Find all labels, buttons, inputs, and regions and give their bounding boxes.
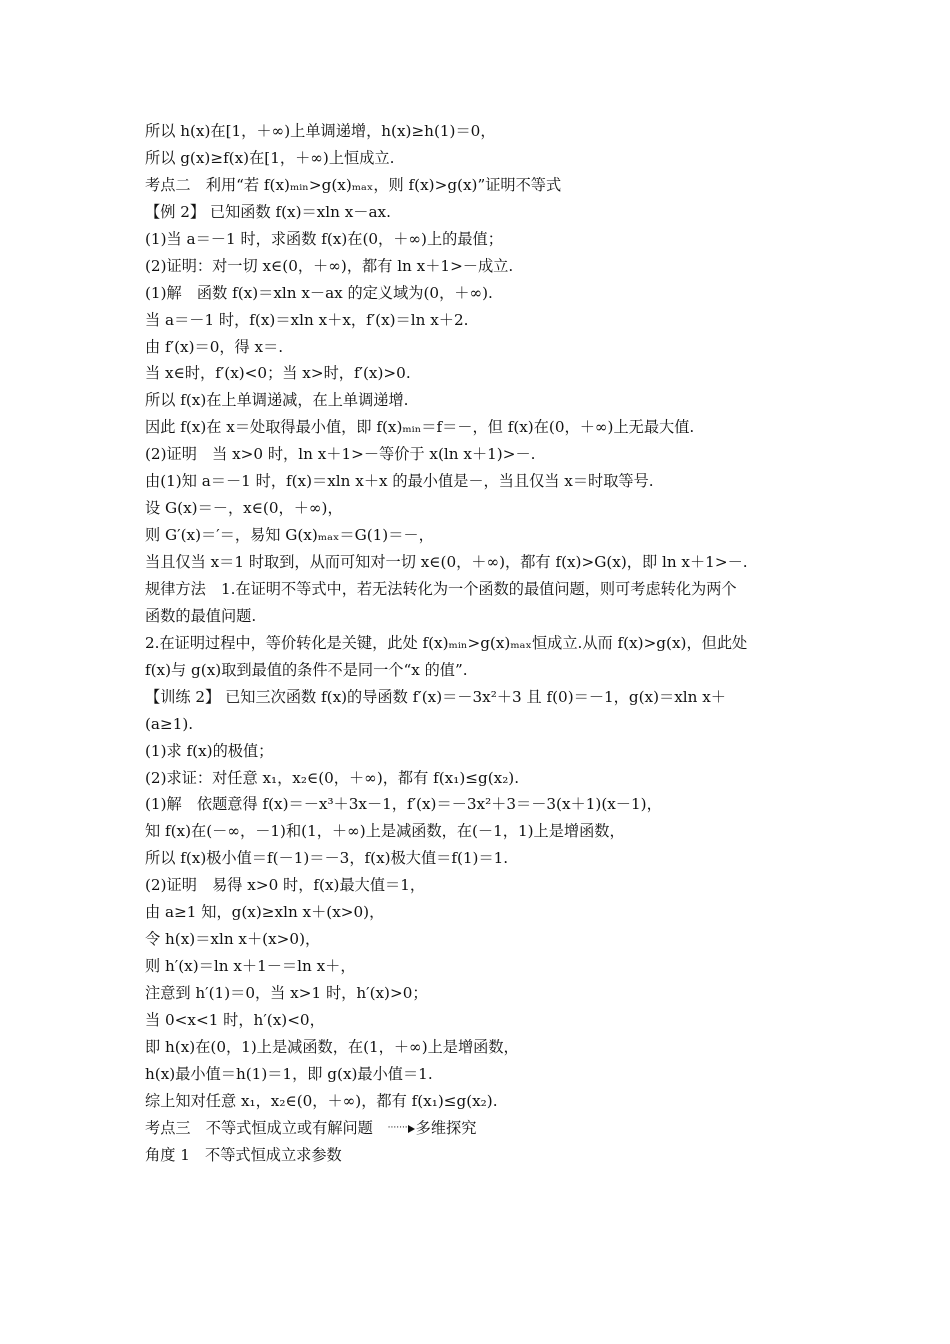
text-line: (a≥1). <box>145 714 194 733</box>
text-line: 当 0<x<1 时，h′(x)<0， <box>145 1010 325 1029</box>
example-2-statement: 【例 2】 已知函数 f(x)＝xln x－ax. <box>145 202 391 221</box>
text-line: 当且仅当 x＝1 时取到，从而可知对一切 x∈(0，＋∞)，都有 f(x)>G(x)，即 ln x＋1>－. <box>145 553 748 571</box>
section-heading-2: 考点二 利用“若 f(x)ₘᵢₙ>g(x)ₘₐₓ，则 f(x)>g(x)”证明不等式 <box>145 175 562 194</box>
text-line: 所以 h(x)在[1，＋∞)上单调递增，h(x)≥h(1)＝0， <box>145 122 496 140</box>
text-line: 由(1)知 a＝－1 时，f(x)＝xln x＋x 的最小值是－，当且仅当 x＝时取等号. <box>145 472 654 491</box>
text-line: 因此 f(x)在 x＝处取得最小值，即 f(x)ₘᵢₙ＝f＝－，但 f(x)在(0，＋∞)上无最大值. <box>145 418 695 437</box>
text-line: (2)证明 当 x>0 时，ln x＋1>－等价于 x(ln x＋1)>－. <box>145 445 536 464</box>
section-heading-3-line <box>145 1115 825 1142</box>
section-heading-3: 考点三 不等式恒成立或有解问题 <box>145 1118 373 1137</box>
text-line: (1)当 a＝－1 时，求函数 f(x)在(0，＋∞)上的最值； <box>145 229 503 248</box>
text-line: 注意到 h′(1)＝0，当 x>1 时，h′(x)>0； <box>145 984 428 1002</box>
text-line: (1)解 依题意得 f(x)＝－x³＋3x－1，f′(x)＝－3x²＋3＝－3(x＋1)(x－1)， <box>145 795 662 814</box>
text-line: h(x)最小值＝h(1)＝1，即 g(x)最小值＝1. <box>145 1064 433 1083</box>
section-note-text: 多维探究 <box>415 1118 477 1137</box>
text-line: 当 x∈时，f′(x)<0；当 x>时，f′(x)>0. <box>145 364 411 383</box>
arrow-head-icon <box>408 1125 415 1133</box>
subsection-heading: 角度 1 不等式恒成立求参数 <box>145 1145 342 1164</box>
text-line: 当 a＝－1 时，f(x)＝xln x＋x，f′(x)＝ln x＋2. <box>145 310 469 329</box>
text-line: 则 G′(x)＝′＝，易知 G(x)ₘₐₓ＝G(1)＝－， <box>145 526 434 545</box>
text-line: 所以 g(x)≥f(x)在[1，＋∞)上恒成立. <box>145 148 395 167</box>
dotted-arrow-icon: ······· <box>387 1123 408 1134</box>
text-line: 综上知对任意 x₁，x₂∈(0，＋∞)，都有 f(x₁)≤g(x₂). <box>145 1091 498 1110</box>
text-line: (1)求 f(x)的极值； <box>145 741 274 760</box>
section-note <box>388 1115 477 1142</box>
text-line: (2)证明：对一切 x∈(0，＋∞)，都有 ln x＋1>－成立. <box>145 256 514 275</box>
text-line: 所以 f(x)极小值＝f(－1)＝－3，f(x)极大值＝f(1)＝1. <box>145 849 509 868</box>
text-line: 由 f′(x)＝0，得 x＝. <box>145 337 284 356</box>
text-line: f(x)与 g(x)取到最值的条件不是同一个“x 的值”. <box>145 660 468 679</box>
method-note: 规律方法 1.在证明不等式中，若无法转化为一个函数的最值问题，则可考虑转化为两个 <box>145 579 737 598</box>
text-line: (1)解 函数 f(x)＝xln x－ax 的定义域为(0，＋∞). <box>145 283 493 302</box>
text-line: 2.在证明过程中，等价转化是关键，此处 f(x)ₘᵢₙ>g(x)ₘₐₓ恒成立.从而 f(x)>g(x)，但此处 <box>145 633 748 652</box>
text-line: 函数的最值问题. <box>145 606 257 625</box>
text-line: 所以 f(x)在上单调递减，在上单调递增. <box>145 391 409 410</box>
text-line: (2)求证：对任意 x₁，x₂∈(0，＋∞)，都有 f(x₁)≤g(x₂). <box>145 768 520 787</box>
text-line: 即 h(x)在(0，1)上是减函数，在(1，＋∞)上是增函数， <box>145 1037 519 1056</box>
text-line: 由 a≥1 知，g(x)≥xln x＋(x>0)， <box>145 903 385 922</box>
text-line: 知 f(x)在(－∞，－1)和(1，＋∞)上是减函数，在(－1，1)上是增函数， <box>145 822 625 841</box>
text-line: 令 h(x)＝xln x＋(x>0)， <box>145 930 321 949</box>
exercise-2-statement: 【训练 2】 已知三次函数 f(x)的导函数 f′(x)＝－3x²＋3 且 f(0)＝－1，g(x)＝xln x＋ <box>145 687 726 706</box>
text-line: (2)证明 易得 x>0 时，f(x)最大值＝1， <box>145 876 426 895</box>
text-line: 则 h′(x)＝ln x＋1－＝ln x＋， <box>145 957 356 976</box>
document-page <box>145 118 825 1169</box>
text-line: 设 G(x)＝－，x∈(0，＋∞)， <box>145 499 343 518</box>
